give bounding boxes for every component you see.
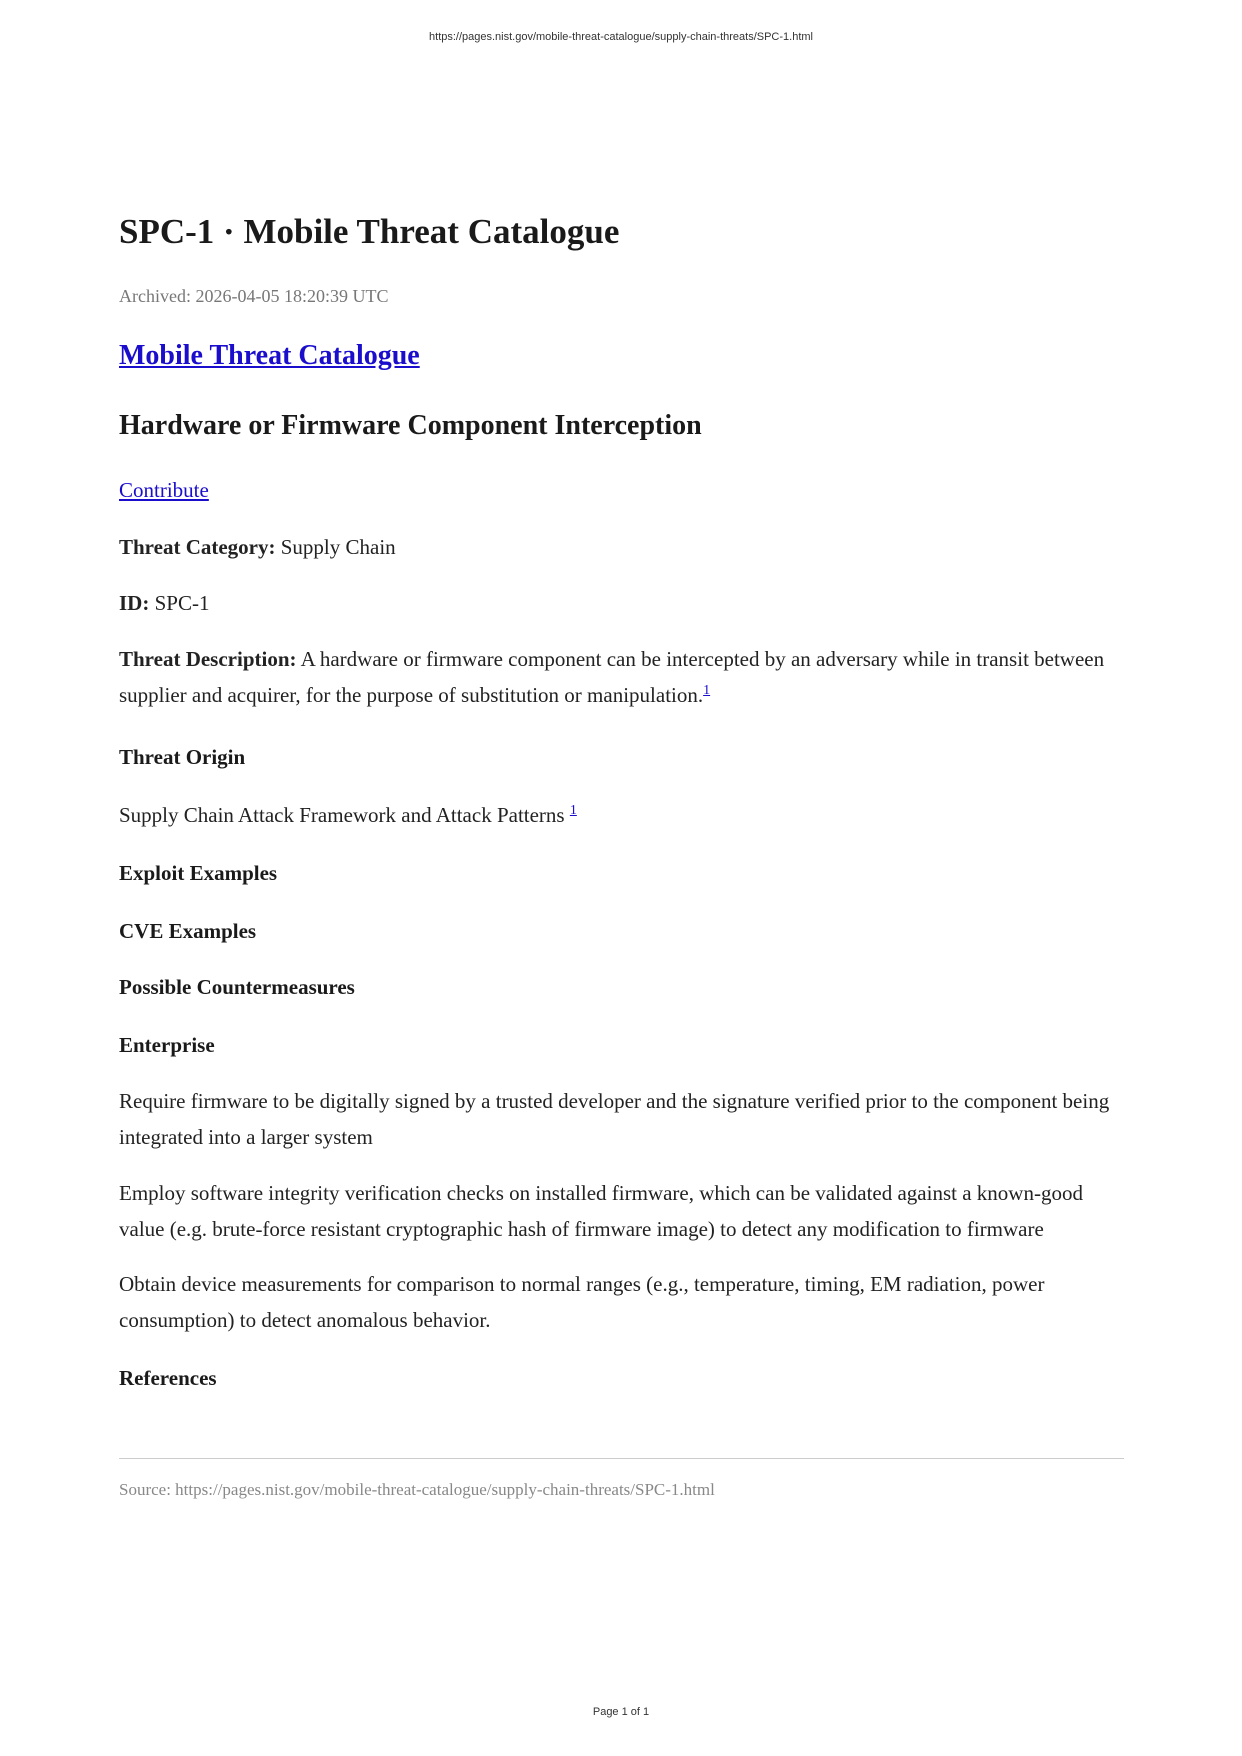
threat-description-footnote-link[interactable]: 1 (703, 683, 711, 698)
contribute-link[interactable]: Contribute (119, 478, 209, 502)
threat-description-value: A hardware or firmware component can be intercepted by an adversary while in transit between supplier and acquirer, for the purpose of substitution or manipulation. (119, 647, 1105, 707)
catalogue-home-link[interactable]: Mobile Threat Catalogue (119, 340, 420, 371)
threat-description-label: Threat Description: (119, 647, 297, 671)
threat-origin-heading: Threat Origin (119, 745, 246, 769)
threat-origin-text: Supply Chain Attack Framework and Attack Patterns (119, 803, 565, 827)
threat-category-value: Supply Chain (280, 535, 396, 559)
threat-id-value: SPC-1 (154, 591, 210, 615)
exploit-examples-heading: Exploit Examples (119, 861, 278, 885)
footer-divider (119, 1458, 1124, 1459)
threat-description-row (119, 641, 1124, 713)
print-header-url: https://pages.nist.gov/mobile-threat-catalogue/supply-chain-threats/SPC-1.html (429, 31, 813, 43)
enterprise-countermeasure-item: Employ software integrity verification checks on installed firmware, which can be validated against a known-good value (e.g. brute-force resistant cryptographic hash of firmware image) to detect any modification to firmware (119, 1181, 1083, 1241)
threat-origin-footnote-link[interactable]: 1 (569, 803, 577, 818)
threat-category-label: Threat Category: (119, 535, 276, 559)
references-heading: References (119, 1366, 217, 1390)
threat-origin-text-row (119, 797, 577, 833)
enterprise-countermeasure-item: Require firmware to be digitally signed by a trusted developer and the signature verified prior to the component being integrated into a larger system (119, 1089, 1110, 1149)
threat-category-row (119, 529, 396, 565)
contribute-paragraph (119, 472, 209, 508)
threat-id-row (119, 585, 209, 621)
source-url: Source: https://pages.nist.gov/mobile-threat-catalogue/supply-chain-threats/SPC-1.html (119, 1480, 715, 1499)
page-title: SPC-1 · Mobile Threat Catalogue (119, 212, 620, 251)
threat-heading: Hardware or Firmware Component Interception (119, 410, 702, 441)
cve-examples-heading: CVE Examples (119, 919, 257, 943)
enterprise-countermeasure-item: Obtain device measurements for comparison to normal ranges (e.g., temperature, timing, EM radiation, power consumption) to detect anomalous behavior. (119, 1272, 1045, 1332)
page-number: Page 1 of 1 (592, 1706, 650, 1718)
archived-timestamp: Archived: 2026-04-05 18:20:39 UTC (119, 286, 389, 306)
threat-id-label: ID: (119, 591, 150, 615)
enterprise-heading: Enterprise (119, 1033, 215, 1057)
possible-countermeasures-heading: Possible Countermeasures (119, 975, 355, 999)
